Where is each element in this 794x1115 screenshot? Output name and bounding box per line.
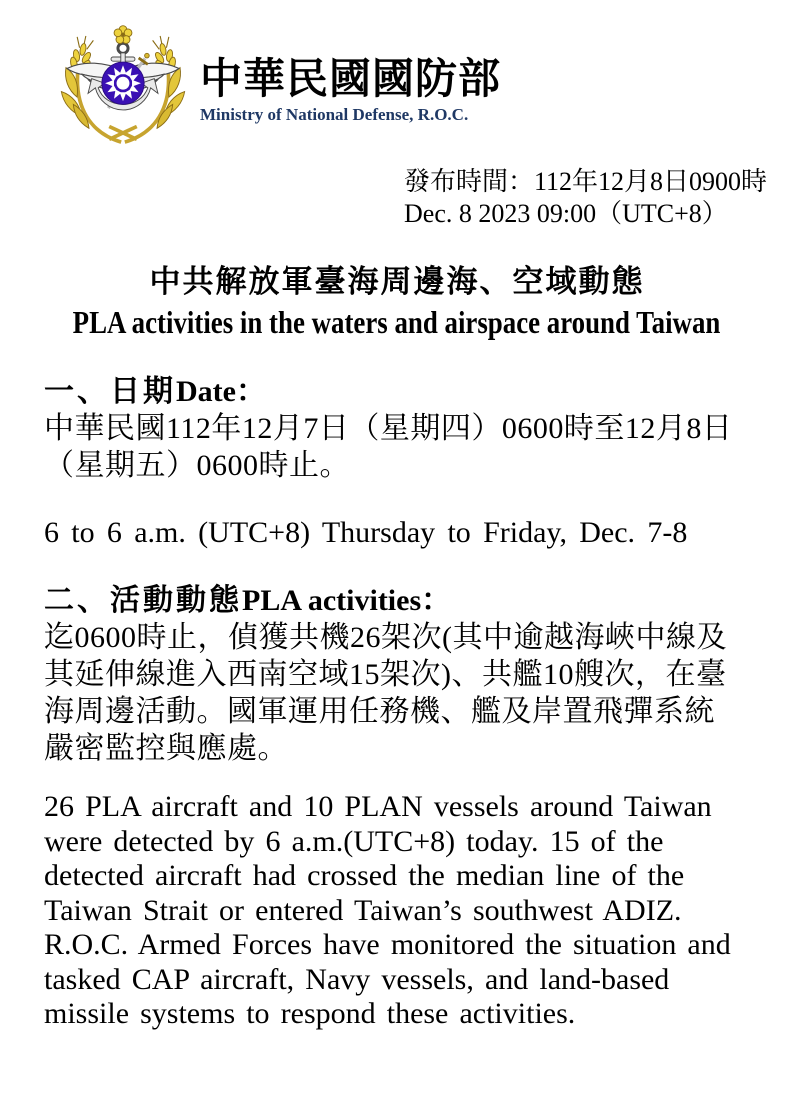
activities-body-zh-line: 海周邊活動。國軍運用任務機、艦及岸置飛彈系統 — [44, 695, 715, 728]
section-activities — [44, 582, 776, 767]
activities-body-en-line: 26 PLA aircraft and 10 PLAN vessels around Taiwan — [44, 790, 712, 823]
activities-body-en-paragraph — [44, 790, 776, 1032]
activities-body-en-line: detected aircraft had crossed the median line of the — [44, 859, 685, 892]
date-body-zh-line: 中華民國112年12月7日（星期四）0600時至12月8日 — [44, 412, 733, 445]
date-body-zh-line: （星期五）0600時止。 — [44, 449, 350, 482]
section-activities-heading — [44, 582, 776, 619]
document-header — [54, 25, 501, 147]
activities-body-en-line: missile systems to respond these activities. — [44, 997, 576, 1030]
document-title-zh: 中共解放軍臺海周邊海、空域動態 — [149, 264, 645, 299]
org-name-block — [200, 25, 501, 147]
section-date-heading — [44, 373, 776, 410]
activities-body-zh-line: 嚴密監控與應處。 — [44, 732, 288, 765]
publish-time-zh: 發布時間：112年12月8日0900時 — [404, 167, 768, 196]
section-date-heading-zh: 一、日期 — [44, 375, 176, 408]
section-activities-heading-zh: 二、活動動態 — [44, 584, 242, 617]
mnd-roc-emblem-icon — [54, 25, 192, 147]
org-name-zh: 中華民國國防部 — [200, 57, 502, 103]
section-activities-heading-en: PLA activities： — [242, 584, 452, 617]
activities-body-en-line: Taiwan Strait or entered Taiwan’s southwest ADIZ. — [44, 893, 682, 927]
document-title-en-text: PLA activities in the waters and airspace around Taiwan — [73, 304, 721, 340]
activities-body-en-line: were detected by 6 a.m.(UTC+8) today. 15 of the — [44, 824, 664, 858]
publish-time-en: Dec. 8 2023 09:00（UTC+8） — [404, 199, 728, 228]
activities-body-en-line: R.O.C. Armed Forces have monitored the situation and — [44, 928, 731, 961]
org-name-en: Ministry of National Defense, R.O.C. — [200, 105, 469, 124]
activities-body-zh-line: 其延伸線進入西南空域15架次)、共艦10艘次，在臺 — [44, 658, 727, 691]
date-body-en: 6 to 6 a.m. (UTC+8) Thursday to Friday, Dec. 7-8 — [44, 516, 688, 549]
activities-body-en-line: tasked CAP aircraft, Navy vessels, and land-based — [44, 962, 670, 996]
section-date — [44, 373, 776, 550]
activities-body-zh-line: 迄0600時止，偵獲共機26架次(其中逾越海峽中線及 — [44, 621, 727, 654]
document-title — [0, 262, 794, 341]
section-date-heading-en: Date： — [176, 375, 266, 408]
publish-time-block — [404, 166, 767, 230]
document-title-en — [0, 304, 794, 341]
